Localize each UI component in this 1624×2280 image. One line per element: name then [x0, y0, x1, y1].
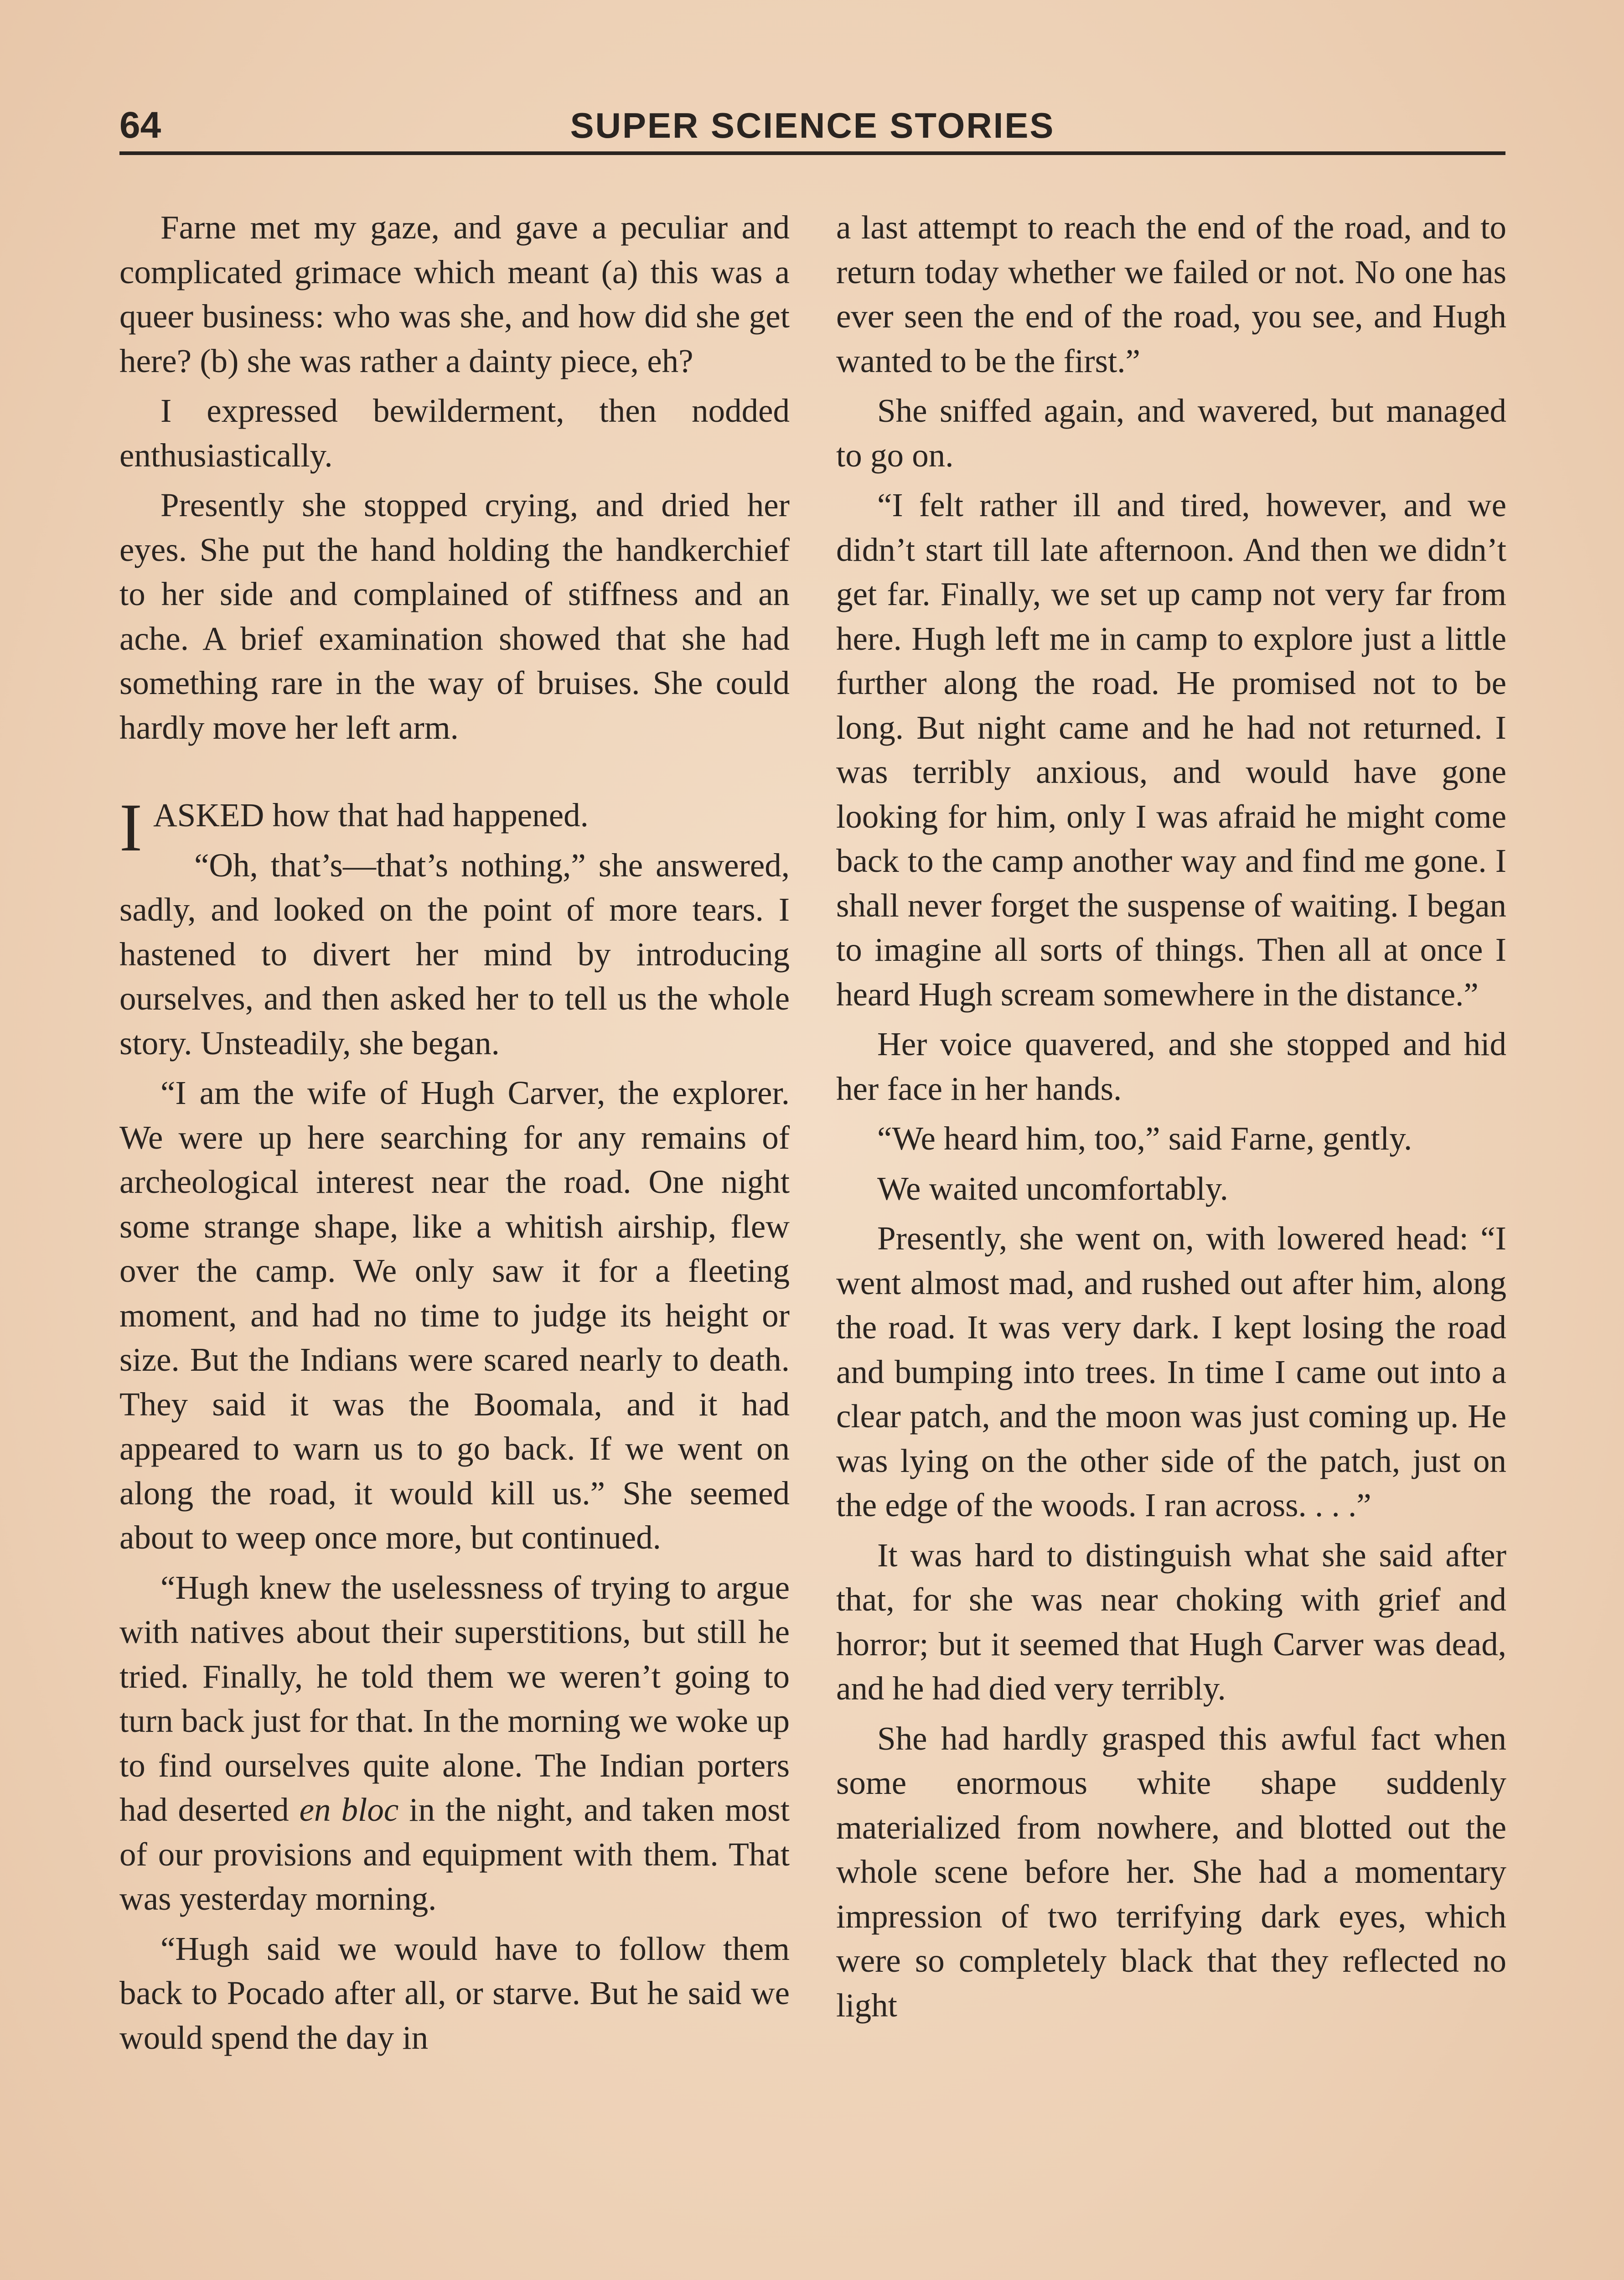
paragraph-text: “Hugh knew the uselessness of trying to argue with natives about their superstitions, but still he tried. Finally, he told them we weren’t going to turn back just for that. In the morning we woke up to find ourselves quite alone. The Indian porters had deserted [119, 1569, 790, 1828]
small-caps-word: ASKED [153, 797, 264, 834]
paragraph: “I am the wife of Hugh Carver, the explorer. We were up here searching for any remains of archeological interest near the road. One night some strange shape, like a whitish airship, flew over the camp. We only saw it for a fleeting moment, and had no time to judge its height or size. But the Indians were scared nearly to death. They said it was the Boomala, and it had appeared to warn us to go back. If we went on along the road, it would kill us.” She seemed about to weep once more, but continued. [119, 1074, 790, 1556]
section-opening-paragraph [119, 790, 790, 865]
page-number: 64 [119, 104, 161, 146]
paragraph: “Oh, that’s—that’s nothing,” she answered, sadly, and looked on the point of more tears. I hastened to divert her mind by introducing ourselves, and then asked her to tell us the whole story. Unsteadily, she began. [119, 846, 790, 1062]
right-column [836, 205, 1506, 2033]
paragraph: Presently she stopped crying, and dried her eyes. She put the hand holding the handkerchief to her side and complained of stiffness and an ache. A brief examination showed that she had something rare in the way of bruises. She could hardly move her left arm. [119, 487, 790, 746]
paragraph [119, 1565, 790, 1921]
paragraph: Presently, she went on, with lowered head: “I went almost mad, and rushed out after him, along the road. It was very dark. I kept losing the road and bumping into trees. In time I came out into a clear patch, and the moon was just coming up. He was lying on the other side of the patch, just on the edge of the woods. I ran across. . . .” [836, 1220, 1506, 1523]
page-header [119, 96, 1505, 155]
paragraph: “Hugh said we would have to follow them back to Pocado after all, or starve. But he said we would spend the day in [119, 1930, 790, 2056]
paragraph: “We heard him, too,” said Farne, gently. [877, 1120, 1412, 1157]
paragraph: We waited uncomfortably. [877, 1170, 1228, 1207]
paragraph: She had hardly grasped this awful fact when some enormous white shape suddenly materialized from nowhere, and blotted out the whole scene before her. She had a momentary impression of two terrifying dark eyes, which were so completely black that they reflected no light [836, 1720, 1506, 2024]
paragraph: It was hard to distinguish what she said after that, for she was near choking with grief and horror; but it seemed that Hugh Carver was dead, and he had died very terribly. [836, 1536, 1506, 1707]
header-rule [119, 151, 1505, 155]
running-head: SUPER SCIENCE STORIES [570, 105, 1055, 145]
paragraph: Her voice quavered, and she stopped and hid her face in her hands. [836, 1026, 1506, 1107]
italic-phrase: en bloc [299, 1791, 399, 1828]
paragraph-continued: a last attempt to reach the end of the road, and to return today whether we failed or not. No one has ever seen the end of the road, you see, and Hugh wanted to be the first.” [836, 209, 1506, 379]
paragraph-text: how that had happened. [264, 797, 589, 834]
paragraph: Farne met my gaze, and gave a peculiar and complicated grimace which meant (a) this was a queer business: who was she, and how did she get here? (b) she was rather a dainty piece, eh? [119, 209, 790, 379]
left-column [119, 205, 790, 2065]
drop-cap: I [119, 790, 142, 865]
paragraph: I expressed bewilderment, then nodded enthusiastically. [119, 392, 790, 474]
paragraph: “I felt rather ill and tired, however, and we didn’t start till late afternoon. And then we didn’t get far. Finally, we set up camp not very far from here. Hugh left me in camp to explore just a little further along the road. He promised not to be long. But night came and he had not returned. I was terribly anxious, and would have gone looking for him, only I was afraid he might come back to the camp another way and find me gone. I shall never forget the suspense of waiting. I began to imagine all sorts of things. Then all at once I heard Hugh scream somewhere in the distance.” [836, 487, 1506, 1013]
paragraph-text: in the night, and taken most of our provisions and equipment with them. That was yesterday morning. [119, 1791, 790, 1917]
paragraph: She sniffed again, and wavered, but managed to go on. [836, 392, 1506, 474]
